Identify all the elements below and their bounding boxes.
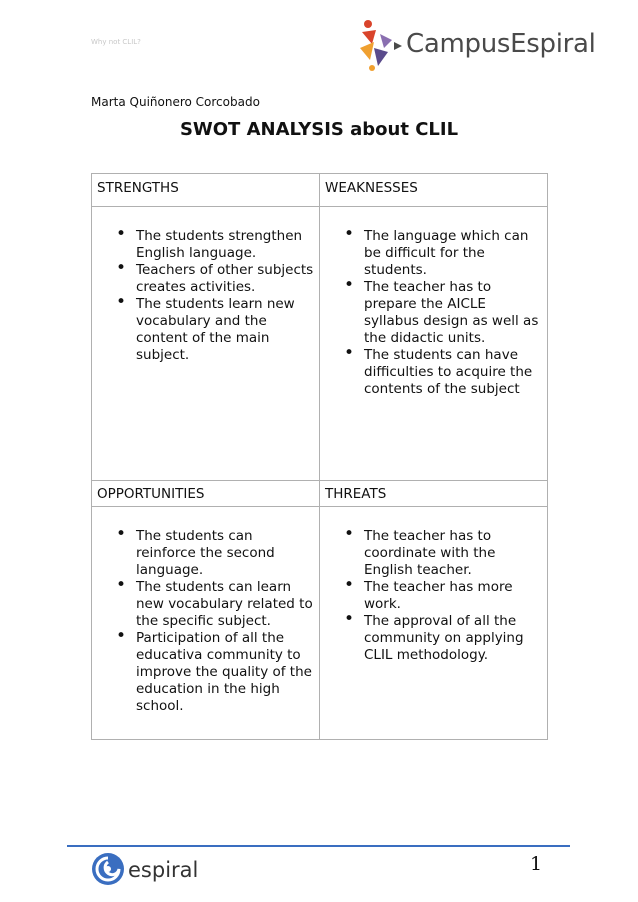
list-item: • Participation of all the educativa community to improve the quality of the education in the high school. xyxy=(136,630,315,715)
swot-body-row xyxy=(92,207,548,481)
list-item: • The students learn new vocabulary and the content of the main subject. xyxy=(136,296,315,364)
threats-cell xyxy=(320,507,548,740)
strengths-heading-cell xyxy=(92,174,320,207)
footer-brand: espiral xyxy=(128,858,199,882)
list-item: • The language which can be difficult for the students. xyxy=(364,228,543,279)
list-item: • The teacher has to coordinate with the English teacher. xyxy=(364,528,543,579)
list-item: • The students can reinforce the second language. xyxy=(136,528,315,579)
list-item: • The students can have difficulties to acquire the contents of the subject xyxy=(364,347,543,398)
page-number: 1 xyxy=(530,853,543,875)
swot-header-row xyxy=(92,174,548,207)
list-item: • The students can learn new vocabulary related to the specific subject. xyxy=(136,579,315,630)
header-note: Why not CLIL? xyxy=(91,38,141,46)
swot-header-row xyxy=(92,481,548,507)
brand-name: CampusEspiral xyxy=(406,29,596,59)
list-item: • The students strengthen English language. xyxy=(136,228,315,262)
author-name: Marta Quiñonero Corcobado xyxy=(91,95,260,109)
opportunities-heading-cell xyxy=(92,481,320,507)
strengths-cell xyxy=(92,207,320,481)
list-item: • The teacher has more work. xyxy=(364,579,543,613)
threats-list xyxy=(320,507,547,664)
opportunities-list xyxy=(92,507,319,715)
weaknesses-cell xyxy=(320,207,548,481)
threats-heading-cell xyxy=(320,481,548,507)
espiral-logo-icon xyxy=(91,852,125,886)
strengths-list xyxy=(92,207,319,364)
strengths-heading: STRENGTHS xyxy=(97,180,179,196)
opportunities-heading: OPPORTUNITIES xyxy=(97,486,205,502)
weaknesses-heading: WEAKNESSES xyxy=(325,180,418,196)
threats-heading: THREATS xyxy=(325,486,387,502)
list-item: • Teachers of other subjects creates activities. xyxy=(136,262,315,296)
list-item: • The teacher has to prepare the AICLE syllabus design as well as the didactic units. xyxy=(364,279,543,347)
swot-table xyxy=(91,173,548,740)
footer-divider xyxy=(67,845,570,847)
weaknesses-list xyxy=(320,207,547,398)
opportunities-cell xyxy=(92,507,320,740)
weaknesses-heading-cell xyxy=(320,174,548,207)
swot-body-row xyxy=(92,507,548,740)
page-title: SWOT ANALYSIS about CLIL xyxy=(179,119,459,140)
list-item: • The approval of all the community on applying CLIL methodology. xyxy=(364,613,543,664)
